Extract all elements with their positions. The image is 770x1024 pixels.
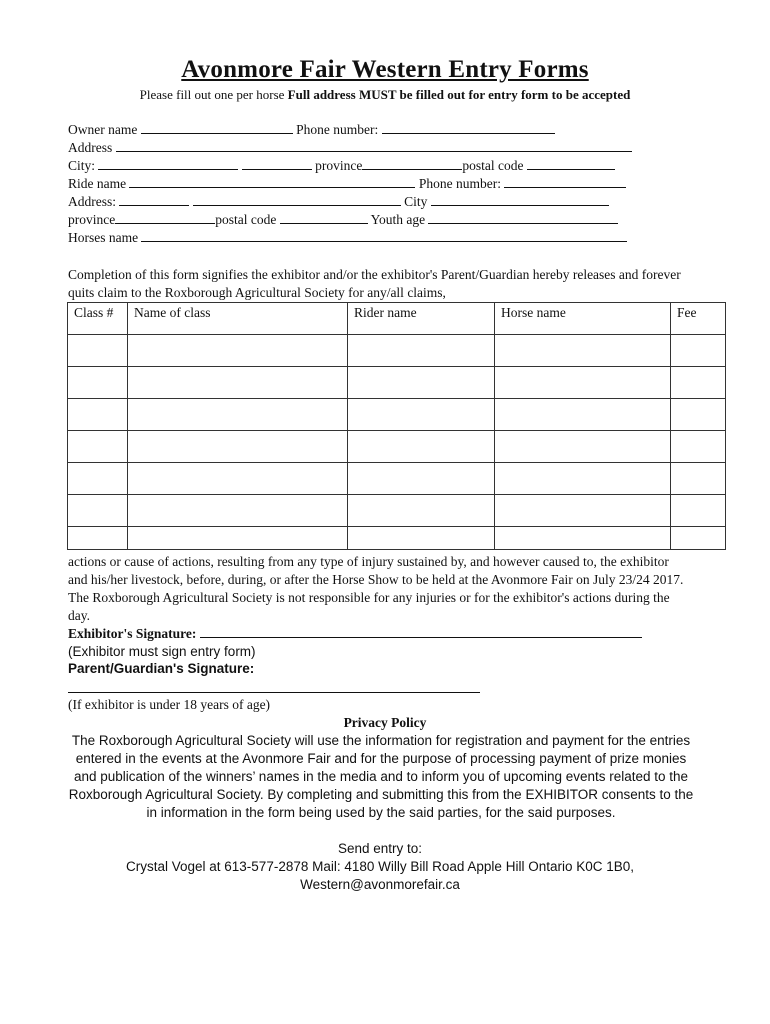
entry-table [67, 302, 726, 550]
owner-city-field-2[interactable] [242, 157, 312, 170]
fee-cell[interactable] [671, 399, 726, 431]
horse-name-cell[interactable] [495, 527, 671, 550]
header-fee: Fee [671, 303, 726, 335]
parent-signature-field[interactable] [68, 692, 480, 693]
owner-phone-field[interactable] [382, 121, 555, 134]
instructions-bold: Full address MUST be filled out for entry form to be accepted [287, 87, 631, 102]
owner-postal-field[interactable] [527, 157, 615, 170]
rider-province-label: province [68, 212, 116, 227]
rider-phone-label: Phone number: [418, 176, 501, 191]
rider-name-cell[interactable] [348, 335, 495, 367]
fee-cell[interactable] [671, 495, 726, 527]
rider-city-label: City [404, 194, 428, 209]
header-class-name: Name of class [128, 303, 348, 335]
header-rider-name: Rider name [348, 303, 495, 335]
class-number-cell[interactable] [68, 431, 128, 463]
owner-name-row [68, 121, 555, 139]
rider-province-field[interactable] [115, 211, 215, 224]
owner-address-field[interactable] [116, 139, 632, 152]
owner-province-field[interactable] [362, 157, 462, 170]
rider-name-field[interactable] [129, 175, 415, 188]
rider-city-field[interactable] [431, 193, 609, 206]
class-name-cell[interactable] [128, 335, 348, 367]
privacy-body: The Roxborough Agricultural Society will use the information for registration and payment for the entries entered in the events at the Avonmore Fair and for the purpose of processing payment of prize monies and publication of the winners’ names in the media and to inform you of upcoming events related to the Roxborough Agricultural Society. By completing and submitting this from the EXHIBITOR consents to the in information in the form being used by the said parties, for the said purposes. [68, 733, 694, 820]
rider-name-cell[interactable] [348, 367, 495, 399]
horses-name-field[interactable] [141, 229, 627, 242]
table-row [68, 495, 726, 527]
table-row [68, 527, 726, 550]
rider-address-field-2[interactable] [193, 193, 401, 206]
youth-age-field[interactable] [428, 211, 618, 224]
class-number-cell[interactable] [68, 495, 128, 527]
youth-age-label: Youth age [370, 212, 426, 227]
class-name-cell[interactable] [128, 367, 348, 399]
page-title: Avonmore Fair Western Entry Forms [181, 56, 589, 83]
header-class-number: Class # [68, 303, 128, 335]
table-row [68, 399, 726, 431]
rider-address-field[interactable] [119, 193, 189, 206]
owner-phone-label: Phone number: [296, 122, 379, 137]
owner-name-field[interactable] [141, 121, 293, 134]
class-number-cell[interactable] [68, 367, 128, 399]
table-row [68, 431, 726, 463]
rider-address-row [68, 193, 609, 211]
rider-address-label: Address: [68, 194, 116, 209]
waiver-text-top: Completion of this form signifies the exhibitor and/or the exhibitor's Parent/Guardian hereby releases and forever quits claim to the Roxborough Agricultural Society for any/all claims, [68, 267, 681, 300]
rider-name-cell[interactable] [348, 463, 495, 495]
rider-name-cell[interactable] [348, 527, 495, 550]
class-number-cell[interactable] [68, 399, 128, 431]
class-number-cell[interactable] [68, 527, 128, 550]
entry-table-header [68, 303, 726, 335]
fee-cell[interactable] [671, 335, 726, 367]
horse-name-cell[interactable] [495, 367, 671, 399]
parent-note: (If exhibitor is under 18 years of age) [68, 697, 271, 712]
owner-city-row [68, 157, 615, 175]
waiver-text-bottom: actions or cause of actions, resulting from any type of injury sustained by, and however caused to, the exhibitor and his/her livestock, before, during, or after the Horse Show to be held at the Avonmore Fair on July 23/24 2017. The Roxborough Agricultural Society is not responsible for any injuries or for the exhibitor's actions during the day. [68, 554, 684, 623]
rider-name-cell[interactable] [348, 431, 495, 463]
horse-name-cell[interactable] [495, 399, 671, 431]
table-row [68, 367, 726, 399]
horse-name-cell[interactable] [495, 495, 671, 527]
rider-postal-label: postal code [215, 212, 277, 227]
class-name-cell[interactable] [128, 495, 348, 527]
privacy-heading: Privacy Policy [343, 715, 427, 730]
owner-address-row [68, 139, 632, 157]
table-row [68, 463, 726, 495]
exhibitor-note: (Exhibitor must sign entry form) [68, 644, 256, 659]
class-number-cell[interactable] [68, 463, 128, 495]
exhibitor-signature-row [68, 625, 642, 643]
rider-province-row [68, 211, 618, 229]
rider-phone-field[interactable] [504, 175, 626, 188]
class-name-cell[interactable] [128, 399, 348, 431]
header-horse-name: Horse name [495, 303, 671, 335]
class-number-cell[interactable] [68, 335, 128, 367]
owner-city-field[interactable] [98, 157, 238, 170]
owner-city-label: City: [68, 158, 96, 173]
horses-name-label: Horses name [68, 230, 139, 245]
send-entry-label: Send entry to: [337, 841, 423, 856]
class-name-cell[interactable] [128, 527, 348, 550]
fee-cell[interactable] [671, 463, 726, 495]
horses-name-row [68, 229, 627, 247]
fee-cell[interactable] [671, 431, 726, 463]
rider-name-label: Ride name [68, 176, 127, 191]
class-name-cell[interactable] [128, 463, 348, 495]
class-name-cell[interactable] [128, 431, 348, 463]
send-email[interactable]: Western@avonmorefair.ca [300, 877, 460, 892]
instructions-normal: Please fill out one per horse [139, 87, 285, 102]
send-contact: Crystal Vogel at 613-577-2878 Mail: 4180 Willy Bill Road Apple Hill Ontario K0C 1B0, [125, 859, 634, 874]
exhibitor-signature-field[interactable] [200, 625, 642, 638]
rider-name-row [68, 175, 626, 193]
owner-address-label: Address [68, 140, 113, 155]
horse-name-cell[interactable] [495, 335, 671, 367]
owner-name-label: Owner name [68, 122, 138, 137]
owner-province-label: province [315, 158, 363, 173]
horse-name-cell[interactable] [495, 431, 671, 463]
fee-cell[interactable] [671, 367, 726, 399]
horse-name-cell[interactable] [495, 463, 671, 495]
fee-cell[interactable] [671, 527, 726, 550]
owner-postal-label: postal code [462, 158, 524, 173]
exhibitor-signature-label: Exhibitor's Signature: [68, 626, 197, 641]
parent-signature-label: Parent/Guardian's Signature: [68, 661, 255, 676]
rider-name-cell[interactable] [348, 399, 495, 431]
instructions [0, 87, 770, 103]
rider-name-cell[interactable] [348, 495, 495, 527]
table-row [68, 335, 726, 367]
rider-postal-field[interactable] [280, 211, 368, 224]
